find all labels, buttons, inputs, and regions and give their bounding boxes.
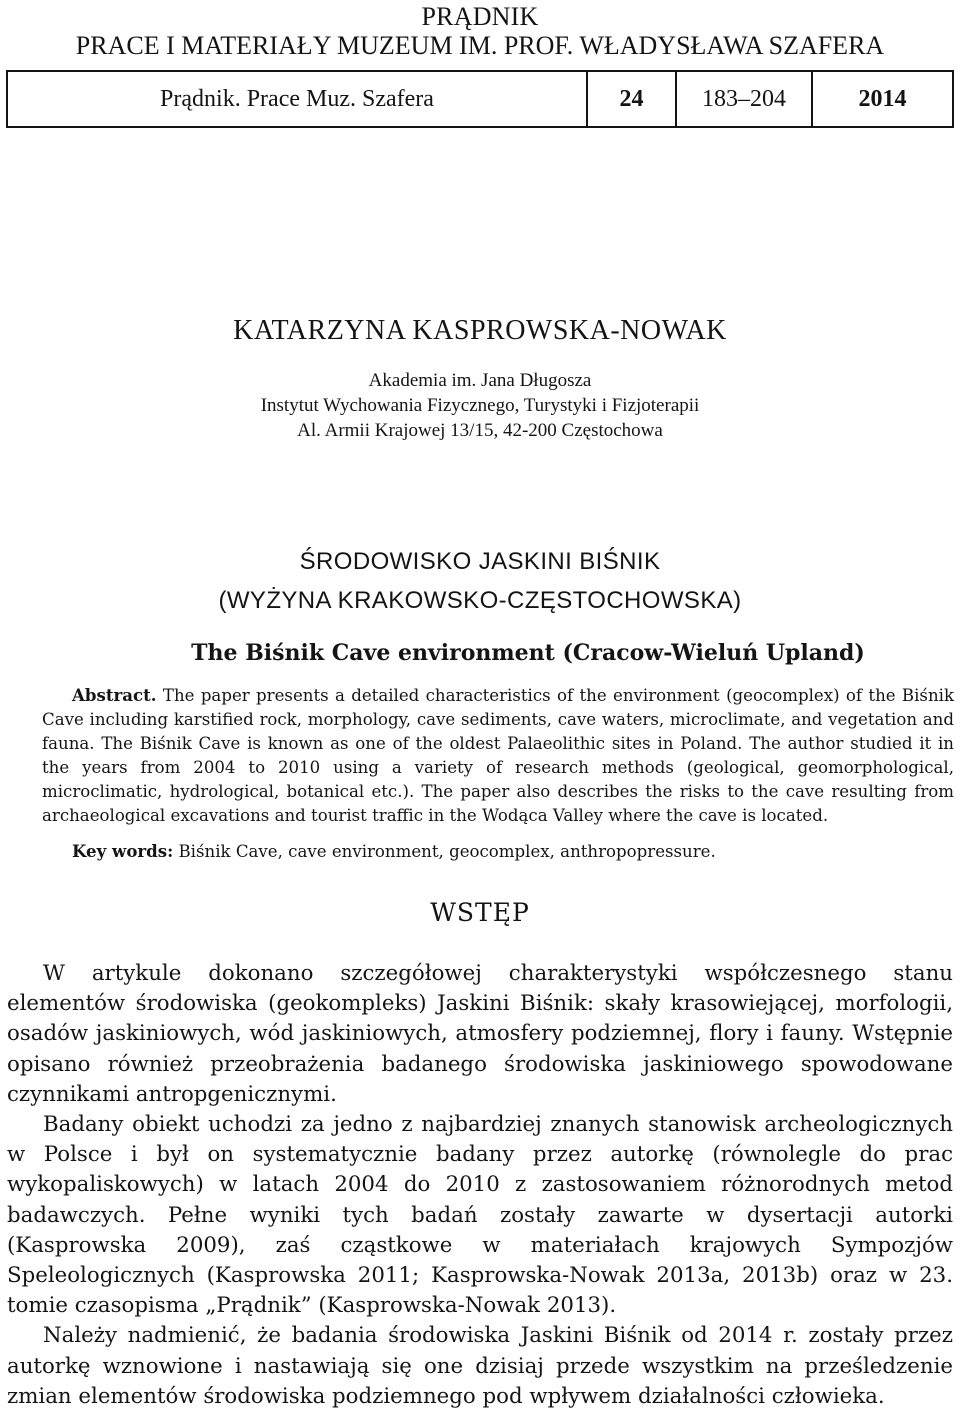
title-polish-line1: ŚRODOWISKO JASKINI BIŚNIK	[299, 548, 661, 575]
keywords-text: Biśnik Cave, cave environment, geocomplex, anthropopressure.	[178, 842, 716, 861]
author-name: KATARZYNA KASPROWSKA-NOWAK	[233, 315, 727, 346]
affiliation-line: Al. Armii Krajowej 13/15, 42-200 Częstochowa	[297, 420, 663, 441]
volume-number: 24	[587, 71, 676, 127]
page-range: 183–204	[676, 71, 812, 127]
title-polish-line2: (WYŻYNA KRAKOWSKO-CZĘSTOCHOWSKA)	[218, 587, 742, 614]
section-body	[7, 959, 953, 1412]
affiliation-line: Akademia im. Jana Długosza	[368, 370, 592, 391]
paragraph: Należy nadmienić, że badania środowiska Jaskini Biśnik od 2014 r. zostały przez autorkę wznowione i nastawiają się one dzisiaj przede wszystkim na prześledzenie zmian elementów środowiska podziemnego pod wpływem działalności człowieka.	[7, 1323, 953, 1409]
paragraph: W artykule dokonano szczegółowej charakterystyki współczesnego stanu elementów środowiska (geokompleks) Jaskini Biśnik: skały krasowiejącej, morfologii, osadów jaskiniowych, wód jaskiniowych, atmosfery podziemnej, flory i fauny. Wstępnie opisano również przeobrażenia badanego środowiska jaskiniowego spowodowane czynnikami antropgenicznymi.	[7, 961, 953, 1107]
abstract-text: The paper presents a detailed characteristics of the environment (geocomplex) of the Biśnik Cave including karstified rock, morphology, cave sediments, cave waters, microclimate, and vegetation and fauna. The Biśnik Cave is known as one of the oldest Palaeolithic sites in Poland. The author studied it in the years from 2004 to 2010 using a variety of research methods (geological, geomorphological, microclimatic, hydrological, botanical etc.). The paper also describes the risks to the cave resulting from archaeological excavations and tourist traffic in the Wodąca Valley where the cave is located.	[42, 686, 954, 825]
journal-title: PRĄDNIK	[421, 2, 539, 31]
section-heading: WSTĘP	[430, 898, 530, 927]
keywords-label: Key words:	[72, 841, 174, 861]
affiliation-line: Instytut Wychowania Fizycznego, Turystyki i Fizjoterapii	[260, 395, 700, 416]
paragraph: Badany obiekt uchodzi za jedno z najbardziej znanych stanowisk archeologicznych w Polsce i był on systematycznie badany przez autorkę (równolegle do prac wykopaliskowych) w latach 2004 do 2010 z zastosowaniem różnorodnych metod badawczych. Pełne wyniki tych badań zostały zawarte w dysertacji autorki (Kasprowska 2009), zaś cząstkowe w materiałach krajowych Sympozjów Speleologicznych (Kasprowska 2011; Kasprowska-Nowak 2013a, 2013b) oraz w 23. tomie czasopisma „Prądnik” (Kasprowska-Nowak 2013).	[7, 1112, 953, 1319]
title-english: The Biśnik Cave environment (Cracow-Wieluń Upland)	[191, 640, 865, 666]
citation-table	[6, 70, 954, 128]
journal-abbreviation: Prądnik. Prace Muz. Szafera	[160, 85, 434, 112]
abstract	[42, 683, 954, 828]
publication-year: 2014	[812, 71, 953, 127]
journal-subtitle: PRACE I MATERIAŁY MUZEUM IM. PROF. WŁADYSŁAWA SZAFERA	[75, 31, 885, 60]
keywords	[72, 839, 952, 864]
citation-row	[7, 71, 953, 127]
abstract-label: Abstract.	[72, 685, 157, 705]
